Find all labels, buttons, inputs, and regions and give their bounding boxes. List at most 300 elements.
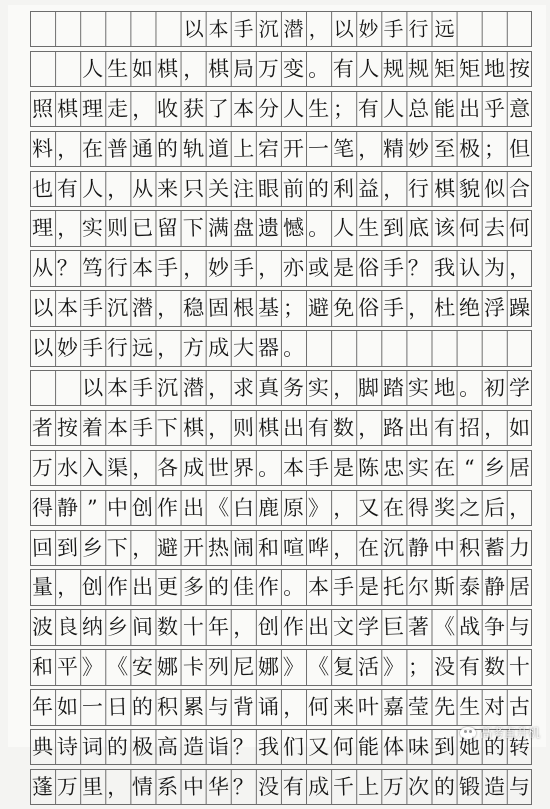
grid-cell: 中 xyxy=(105,490,131,525)
grid-cell: 的 xyxy=(431,769,457,804)
grid-cell: 人 xyxy=(280,91,306,126)
grid-cell: 安 xyxy=(130,650,156,685)
grid-cell: 入 xyxy=(80,450,106,485)
grid-cell xyxy=(481,331,507,366)
grid-cell: 静 xyxy=(406,530,432,565)
grid-cell: ， xyxy=(356,131,382,166)
grid-cell: 合 xyxy=(506,171,532,206)
grid-cell: 本 xyxy=(130,251,156,286)
grid-cell: 按 xyxy=(55,410,81,445)
grid-cell: 创 xyxy=(80,570,106,605)
grid-cell: 出 xyxy=(180,490,206,525)
grid-cell: 理 xyxy=(29,211,55,246)
grid-cell: 根 xyxy=(230,291,256,326)
grid-cell: 》 xyxy=(305,490,331,525)
grid-cell: 手 xyxy=(80,331,106,366)
grid-cell: 实 xyxy=(80,211,106,246)
grid-cell: ； xyxy=(331,91,357,126)
grid-cell xyxy=(55,371,81,406)
grid-cell: 古 xyxy=(506,690,532,725)
grid-cell: 从 xyxy=(130,171,156,206)
grid-cell: 行 xyxy=(105,251,131,286)
grid-cell: 矩 xyxy=(431,51,457,86)
grid-cell: 回 xyxy=(29,530,55,565)
grid-cell: ” xyxy=(80,490,106,525)
grid-cell xyxy=(356,331,382,366)
grid-cell: ？ xyxy=(55,251,81,286)
grid-cell: 下 xyxy=(180,211,206,246)
grid-cell: 上 xyxy=(230,131,256,166)
grid-cell: 著 xyxy=(406,610,432,645)
grid-cell: 作 xyxy=(255,570,281,605)
essay-line xyxy=(30,769,532,805)
grid-cell: 前 xyxy=(280,171,306,206)
grid-cell: 普 xyxy=(105,131,131,166)
grid-cell: 来 xyxy=(155,171,181,206)
grid-cell: 成 xyxy=(305,769,331,804)
grid-cell: 以 xyxy=(80,371,106,406)
grid-cell: 手 xyxy=(230,251,256,286)
grid-cell: ， xyxy=(255,251,281,286)
grid-cell: 收 xyxy=(155,91,181,126)
essay-line xyxy=(30,649,532,685)
grid-cell: 得 xyxy=(406,490,432,525)
essay-line xyxy=(30,370,532,406)
grid-cell: 者 xyxy=(29,410,55,445)
grid-cell: 获 xyxy=(180,91,206,126)
grid-cell: 实 xyxy=(406,450,432,485)
grid-cell: 她 xyxy=(456,730,482,765)
grid-cell: 手 xyxy=(130,410,156,445)
grid-cell: 变 xyxy=(280,51,306,86)
grid-cell: 生 xyxy=(456,690,482,725)
essay-line xyxy=(30,51,532,87)
grid-cell: ， xyxy=(105,769,131,804)
grid-cell: 留 xyxy=(155,211,181,246)
grid-cell: 的 xyxy=(305,171,331,206)
grid-cell: 嘉 xyxy=(381,690,407,725)
grid-cell: 眼 xyxy=(255,171,281,206)
grid-cell: 是 xyxy=(331,450,357,485)
grid-cell: 》 xyxy=(280,650,306,685)
essay-line xyxy=(30,250,532,286)
grid-cell: 下 xyxy=(105,530,131,565)
grid-cell: 中 xyxy=(431,530,457,565)
grid-cell: 到 xyxy=(431,730,457,765)
grid-cell: 手 xyxy=(381,12,407,47)
grid-cell: ， xyxy=(205,410,231,445)
grid-cell: 亦 xyxy=(280,251,306,286)
grid-cell: 叶 xyxy=(356,690,382,725)
grid-cell: ； xyxy=(406,650,432,685)
grid-cell: 本 xyxy=(105,410,131,445)
essay-line xyxy=(30,91,532,127)
grid-cell: 一 xyxy=(305,131,331,166)
grid-cell: 本 xyxy=(280,450,306,485)
grid-cell: 有 xyxy=(280,769,306,804)
grid-cell xyxy=(305,331,331,366)
grid-cell: 分 xyxy=(255,91,281,126)
grid-cell: 出 xyxy=(456,91,482,126)
grid-cell: 的 xyxy=(130,690,156,725)
grid-cell: ， xyxy=(481,410,507,445)
grid-cell: ， xyxy=(506,490,532,525)
grid-cell: 生 xyxy=(105,51,131,86)
grid-cell: 喧 xyxy=(280,530,306,565)
grid-cell: 巨 xyxy=(381,610,407,645)
grid-cell: 创 xyxy=(130,490,156,525)
grid-cell: 积 xyxy=(456,530,482,565)
grid-cell: 绝 xyxy=(456,291,482,326)
grid-cell: 先 xyxy=(431,690,457,725)
grid-cell: 以 xyxy=(180,12,206,47)
grid-cell xyxy=(506,12,532,47)
grid-cell: 俗 xyxy=(356,251,382,286)
grid-cell: 数 xyxy=(331,410,357,445)
grid-cell: ； xyxy=(280,291,306,326)
grid-cell: 量 xyxy=(29,570,55,605)
grid-cell: 何 xyxy=(456,211,482,246)
grid-cell: ， xyxy=(155,331,181,366)
grid-cell: 万 xyxy=(255,51,281,86)
grid-cell: 实 xyxy=(406,371,432,406)
grid-cell: 对 xyxy=(481,690,507,725)
grid-cell: 能 xyxy=(356,730,382,765)
grid-cell: 妙 xyxy=(356,12,382,47)
grid-cell: 到 xyxy=(381,211,407,246)
grid-cell: ， xyxy=(280,690,306,725)
grid-cell: 乡 xyxy=(80,530,106,565)
grid-cell: 笔 xyxy=(331,131,357,166)
grid-cell: 避 xyxy=(155,530,181,565)
grid-cell: 学 xyxy=(356,610,382,645)
grid-cell: 力 xyxy=(506,530,532,565)
grid-cell: 陈 xyxy=(356,450,382,485)
essay-title-row xyxy=(30,11,532,47)
grid-cell: 出 xyxy=(130,570,156,605)
grid-cell: 手 xyxy=(155,251,181,286)
grid-cell: 的 xyxy=(481,730,507,765)
grid-cell: 本 xyxy=(305,570,331,605)
grid-cell: 方 xyxy=(180,331,206,366)
grid-cell: 。 xyxy=(280,331,306,366)
grid-cell: 脚 xyxy=(356,371,382,406)
grid-cell: 规 xyxy=(406,51,432,86)
grid-cell: 《 xyxy=(431,610,457,645)
grid-cell: 间 xyxy=(130,610,156,645)
grid-cell: 有 xyxy=(305,410,331,445)
grid-cell: 。 xyxy=(305,211,331,246)
essay-line xyxy=(30,210,532,246)
grid-cell: 求 xyxy=(230,371,256,406)
grid-cell: 和 xyxy=(255,530,281,565)
essay-line xyxy=(30,410,532,446)
grid-cell: 和 xyxy=(29,650,55,685)
grid-cell: 潜 xyxy=(130,291,156,326)
grid-cell: 与 xyxy=(506,769,532,804)
grid-cell: ， xyxy=(130,530,156,565)
grid-cell: 万 xyxy=(29,450,55,485)
grid-cell xyxy=(406,331,432,366)
grid-cell: 精 xyxy=(381,131,407,166)
grid-cell: 万 xyxy=(381,769,407,804)
grid-cell: 活 xyxy=(356,650,382,685)
grid-cell xyxy=(481,12,507,47)
grid-cell: 人 xyxy=(381,91,407,126)
grid-cell: 初 xyxy=(481,371,507,406)
grid-cell: 至 xyxy=(431,131,457,166)
grid-cell xyxy=(506,331,532,366)
grid-cell xyxy=(29,51,55,86)
grid-cell: 如 xyxy=(506,410,532,445)
grid-cell: 味 xyxy=(406,730,432,765)
grid-cell: ， xyxy=(55,211,81,246)
grid-cell: 下 xyxy=(155,410,181,445)
grid-cell: 得 xyxy=(29,490,55,525)
grid-cell: 们 xyxy=(280,730,306,765)
grid-cell: 以 xyxy=(29,291,55,326)
grid-cell: 年 xyxy=(205,610,231,645)
grid-cell: 固 xyxy=(205,291,231,326)
grid-cell: 也 xyxy=(29,171,55,206)
grid-cell: 关 xyxy=(205,171,231,206)
grid-cell: 白 xyxy=(230,490,256,525)
grid-cell: 总 xyxy=(406,91,432,126)
grid-cell: 。 xyxy=(255,450,281,485)
grid-cell: 中 xyxy=(180,769,206,804)
grid-cell: 界 xyxy=(230,450,256,485)
grid-cell: 去 xyxy=(481,211,507,246)
grid-cell: 何 xyxy=(506,211,532,246)
grid-cell: 来 xyxy=(331,690,357,725)
grid-cell: 争 xyxy=(481,610,507,645)
grid-cell: 手 xyxy=(130,371,156,406)
grid-cell: 以 xyxy=(29,331,55,366)
grid-cell: 道 xyxy=(205,131,231,166)
grid-cell: 理 xyxy=(80,91,106,126)
watermark xyxy=(460,724,540,741)
grid-cell: ， xyxy=(180,251,206,286)
grid-cell: 。 xyxy=(280,570,306,605)
grid-cell: ， xyxy=(180,51,206,86)
grid-cell: 体 xyxy=(381,730,407,765)
grid-cell: 出 xyxy=(305,610,331,645)
grid-cell: 憾 xyxy=(280,211,306,246)
grid-cell: 走 xyxy=(105,91,131,126)
grid-cell: 渠 xyxy=(105,450,131,485)
grid-cell: “ xyxy=(456,450,482,485)
grid-cell: 益 xyxy=(356,171,382,206)
grid-cell: 与 xyxy=(506,610,532,645)
grid-cell: 里 xyxy=(80,769,106,804)
essay-line xyxy=(30,490,532,526)
grid-cell: 能 xyxy=(431,91,457,126)
grid-cell: 创 xyxy=(255,610,281,645)
grid-cell: 宕 xyxy=(255,131,281,166)
grid-cell: 以 xyxy=(331,12,357,47)
grid-cell: 规 xyxy=(381,51,407,86)
grid-cell: 热 xyxy=(205,530,231,565)
essay-line xyxy=(30,729,532,765)
grid-cell: 手 xyxy=(331,570,357,605)
grid-cell: 静 xyxy=(55,490,81,525)
grid-cell: 卡 xyxy=(180,650,206,685)
grid-cell: 在 xyxy=(356,530,382,565)
grid-cell: 局 xyxy=(230,51,256,86)
grid-cell: 着 xyxy=(80,410,106,445)
grid-cell: 忠 xyxy=(381,450,407,485)
grid-cell: 从 xyxy=(29,251,55,286)
grid-cell: 蓬 xyxy=(29,769,55,804)
grid-cell: 开 xyxy=(180,530,206,565)
grid-cell: 有 xyxy=(55,171,81,206)
grid-cell: 潜 xyxy=(180,371,206,406)
grid-cell: 生 xyxy=(356,211,382,246)
grid-cell: 行 xyxy=(406,12,432,47)
grid-cell: 情 xyxy=(130,769,156,804)
grid-cell: 基 xyxy=(255,291,281,326)
grid-cell: 多 xyxy=(180,570,206,605)
grid-cell: 更 xyxy=(155,570,181,605)
essay-paper xyxy=(8,5,546,747)
grid-cell: 上 xyxy=(356,769,382,804)
grid-cell: 路 xyxy=(381,410,407,445)
grid-cell: 照 xyxy=(29,91,55,126)
grid-cell: 娜 xyxy=(155,650,181,685)
grid-cell: 斯 xyxy=(431,570,457,605)
grid-cell: 手 xyxy=(305,450,331,485)
grid-cell: 锻 xyxy=(456,769,482,804)
grid-cell: 出 xyxy=(280,410,306,445)
grid-cell: 远 xyxy=(130,331,156,366)
grid-cell: 数 xyxy=(481,650,507,685)
grid-cell: 原 xyxy=(280,490,306,525)
grid-cell: 轨 xyxy=(180,131,206,166)
grid-cell: 年 xyxy=(29,690,55,725)
grid-cell: ， xyxy=(381,171,407,206)
grid-cell: 生 xyxy=(305,91,331,126)
grid-cell: 免 xyxy=(331,291,357,326)
grid-cell xyxy=(381,331,407,366)
grid-cell: 《 xyxy=(305,650,331,685)
grid-cell xyxy=(456,12,482,47)
grid-cell: 沉 xyxy=(381,530,407,565)
grid-cell: 料 xyxy=(29,131,55,166)
grid-cell: 泰 xyxy=(456,570,482,605)
grid-cell: 十 xyxy=(506,650,532,685)
grid-cell: 棋 xyxy=(55,91,81,126)
essay-line xyxy=(30,290,532,326)
grid-cell: 棋 xyxy=(255,410,281,445)
grid-cell: 注 xyxy=(230,171,256,206)
grid-cell: 。 xyxy=(305,51,331,86)
grid-cell xyxy=(55,51,81,86)
grid-cell: ， xyxy=(331,371,357,406)
grid-cell: 真 xyxy=(255,371,281,406)
grid-cell: 在 xyxy=(431,450,457,485)
grid-cell: 波 xyxy=(29,610,55,645)
grid-cell: 万 xyxy=(55,769,81,804)
grid-cell: 沉 xyxy=(255,12,281,47)
grid-cell xyxy=(105,12,131,47)
grid-cell: 棋 xyxy=(431,171,457,206)
grid-cell: 诣 xyxy=(205,730,231,765)
grid-cell: ， xyxy=(406,291,432,326)
grid-cell: 列 xyxy=(205,650,231,685)
grid-cell: 通 xyxy=(130,131,156,166)
grid-cell xyxy=(80,12,106,47)
grid-cell: 妙 xyxy=(406,131,432,166)
grid-cell: ， xyxy=(331,530,357,565)
grid-cell: 静 xyxy=(481,570,507,605)
grid-cell: 为 xyxy=(481,251,507,286)
grid-cell xyxy=(29,371,55,406)
grid-cell: 棋 xyxy=(205,51,231,86)
grid-cell: 到 xyxy=(55,530,81,565)
grid-cell: 战 xyxy=(456,610,482,645)
grid-cell: 是 xyxy=(331,251,357,286)
grid-cell: 水 xyxy=(55,450,81,485)
grid-cell: 纳 xyxy=(80,610,106,645)
essay-line xyxy=(30,689,532,725)
essay-line xyxy=(30,530,532,566)
grid-cell: ， xyxy=(356,410,382,445)
grid-cell: 地 xyxy=(481,51,507,86)
grid-cell: 有 xyxy=(331,51,357,86)
grid-cell xyxy=(29,12,55,47)
grid-cell: 作 xyxy=(280,610,306,645)
grid-cell: 浮 xyxy=(481,291,507,326)
grid-cell: 利 xyxy=(331,171,357,206)
grid-cell: 远 xyxy=(431,12,457,47)
grid-cell: ， xyxy=(305,12,331,47)
grid-cell: 造 xyxy=(180,730,206,765)
grid-cell: 后 xyxy=(481,490,507,525)
grid-cell: 之 xyxy=(456,490,482,525)
grid-cell: 人 xyxy=(80,171,106,206)
grid-cell: 数 xyxy=(155,610,181,645)
grid-cell: ， xyxy=(130,450,156,485)
grid-cell: 如 xyxy=(130,51,156,86)
grid-cell: 招 xyxy=(456,410,482,445)
grid-cell: 何 xyxy=(331,730,357,765)
grid-cell: 我 xyxy=(431,251,457,286)
grid-cell: ； xyxy=(481,131,507,166)
grid-cell: 俗 xyxy=(356,291,382,326)
grid-cell: 又 xyxy=(305,730,331,765)
grid-cell: 则 xyxy=(230,410,256,445)
essay-line xyxy=(30,609,532,645)
grid-cell: ？ xyxy=(230,730,256,765)
grid-cell: 手 xyxy=(381,251,407,286)
grid-cell: ？ xyxy=(406,251,432,286)
grid-cell xyxy=(456,331,482,366)
grid-cell: 华 xyxy=(205,769,231,804)
grid-cell: 本 xyxy=(230,91,256,126)
grid-cell: 积 xyxy=(155,690,181,725)
grid-cell: 行 xyxy=(406,171,432,206)
essay-line xyxy=(30,330,532,366)
grid-cell: 貌 xyxy=(456,171,482,206)
grid-cell: 妙 xyxy=(205,251,231,286)
grid-cell xyxy=(155,12,181,47)
grid-cell xyxy=(55,12,81,47)
grid-cell: 成 xyxy=(180,450,206,485)
grid-cell: 乡 xyxy=(105,610,131,645)
grid-cell: 意 xyxy=(506,91,532,126)
grid-cell: 满 xyxy=(205,211,231,246)
grid-cell: 奖 xyxy=(431,490,457,525)
